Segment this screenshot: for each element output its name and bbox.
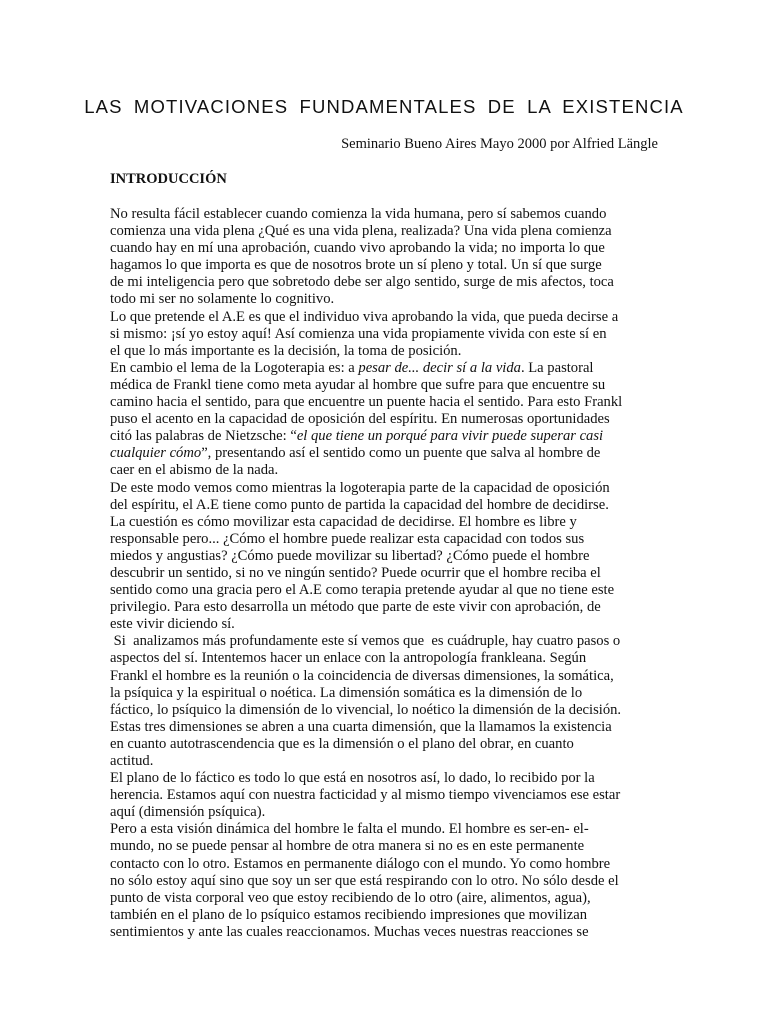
text-line: aspectos del sí. Intentemos hacer un enlace con la antropología frankleana. Según [110, 650, 587, 667]
text-line: De este modo vemos como mientras la logoterapia parte de la capacidad de oposición [110, 479, 610, 496]
text-line: miedos y angustias? ¿Cómo puede movilizar su libertad? ¿Cómo puede el hombre [110, 547, 590, 564]
text-line-nietzsche [110, 428, 670, 445]
text-line: del espíritu, el A.E tiene como punto de partida la capacidad del hombre de decidirse. [110, 496, 609, 513]
text-line: este vivir diciendo sí. [110, 616, 235, 633]
text-line: contacto con lo otro. Estamos en permanente diálogo con el mundo. Yo como hombre [110, 855, 611, 872]
text-line: descubrir un sentido, si no ve ningún sentido? Puede ocurrir que el hombre reciba el [110, 564, 601, 581]
text-line: sentimientos y ante las cuales reaccionamos. Muchas veces nuestras reacciones se [110, 923, 589, 940]
text-line: Frankl el hombre es la reunión o la coincidencia de diversas dimensiones, la somática, [110, 667, 614, 684]
document-title: LAS MOTIVACIONES FUNDAMENTALES DE LA EXISTENCIA [84, 96, 684, 117]
text-line: caer en el abismo de la nada. [110, 462, 279, 479]
body-text [110, 206, 670, 941]
italic-quote: el que tiene un porqué para vivir puede superar casi [296, 428, 604, 445]
text-segment: citó las palabras de Nietzsche: “ [110, 428, 297, 445]
text-line: privilegio. Para esto desarrolla un método que parte de este vivir con aprobación, de [110, 599, 601, 616]
text-line: mundo, no se puede pensar al hombre de otra manera si no es en este permanente [110, 838, 585, 855]
text-segment: ”, presentando así el sentido como un puente que salva al hombre de [201, 445, 601, 462]
text-line: comienza una vida plena ¿Qué es una vida plena, realizada? Una vida plena comienza [110, 223, 612, 240]
text-line: El plano de lo fáctico es todo lo que está en nosotros así, lo dado, lo recibido por la [110, 770, 595, 787]
text-line: No resulta fácil establecer cuando comienza la vida humana, pero sí sabemos cuando [110, 206, 607, 222]
text-line: cuando hay en mí una aprobación, cuando vivo aprobando la vida; no importa lo que [110, 240, 605, 257]
text-line: si mismo: ¡sí yo estoy aquí! Así comienza una vida propiamente vivida con este sí en [110, 325, 607, 342]
text-line: Pero a esta visión dinámica del hombre le falta el mundo. El hombre es ser-en- el- [110, 821, 589, 838]
text-line: fáctico, lo psíquico la dimensión de lo vivencial, lo noético la dimensión de la decisión. [110, 701, 622, 718]
text-segment: . La pastoral [520, 359, 594, 376]
text-line: de mi inteligencia pero que sobretodo debe ser algo sentido, surge de mis afectos, toca [110, 274, 614, 291]
text-line: Estas tres dimensiones se abren a una cuarta dimensión, que la llamamos la existencia [110, 718, 612, 735]
text-line: en cuanto autotrascendencia que es la dimensión o el plano del obrar, en cuanto [110, 735, 574, 752]
italic-quote: cualquier cómo [110, 445, 202, 462]
text-line: sentido como una gracia pero el A.E como terapia pretende ayudar al que no tiene este [110, 582, 615, 599]
text-line: hagamos lo que importa es que de nosotros brote un sí pleno y total. Un sí que surge [110, 257, 602, 274]
text-line: actitud. [110, 753, 154, 769]
italic-phrase: pesar de... decir sí a la vida [358, 359, 521, 376]
text-line: la psíquica y la espiritual o noética. La dimensión somática es la dimensión de lo [110, 684, 583, 701]
text-line: camino hacia el sentido, para que encuentre un puente hacia el sentido. Para esto Frankl [110, 394, 623, 411]
section-heading: INTRODUCCIÓN [110, 171, 227, 187]
document-subtitle: Seminario Bueno Aires Mayo 2000 por Alfried Längle [341, 136, 658, 152]
text-line: responsable pero... ¿Cómo el hombre puede realizar esta capacidad con todos sus [110, 530, 585, 547]
text-line: aquí (dimensión psíquica). [110, 804, 266, 821]
text-line: puso el acento en la capacidad de oposición del espíritu. En numerosas oportunidades [110, 411, 610, 428]
text-line: médica de Frankl tiene como meta ayudar al hombre que sufre para que encuentre su [110, 376, 606, 393]
text-segment: En cambio el lema de la Logoterapia es: a [110, 359, 359, 376]
text-line: herencia. Estamos aquí con nuestra facticidad y al mismo tiempo vivenciamos ese estar [110, 787, 621, 804]
text-line: también en el plano de lo psíquico estamos recibiendo impresiones que movilizan [110, 906, 588, 923]
text-line: punto de vista corporal veo que estoy recibiendo de lo otro (aire, alimentos, agua), [110, 889, 591, 906]
text-line-nietzsche-cont [110, 445, 670, 462]
text-line: La cuestión es cómo movilizar esta capacidad de decidirse. El hombre es libre y [110, 513, 577, 530]
text-line-logoterapia [110, 360, 670, 377]
text-line: no sólo estoy aquí sino que soy un ser que está respirando con lo otro. No sólo desde el [110, 872, 619, 889]
text-line: Lo que pretende el A.E es que el individuo viva aprobando la vida, que pueda decirse a [110, 308, 619, 325]
text-line: todo mi ser no solamente lo cognitivo. [110, 291, 335, 308]
text-line: Si analizamos más profundamente este sí vemos que es cuádruple, hay cuatro pasos o [110, 633, 621, 650]
text-line: el que lo más importante es la decisión, la toma de posición. [110, 342, 462, 359]
